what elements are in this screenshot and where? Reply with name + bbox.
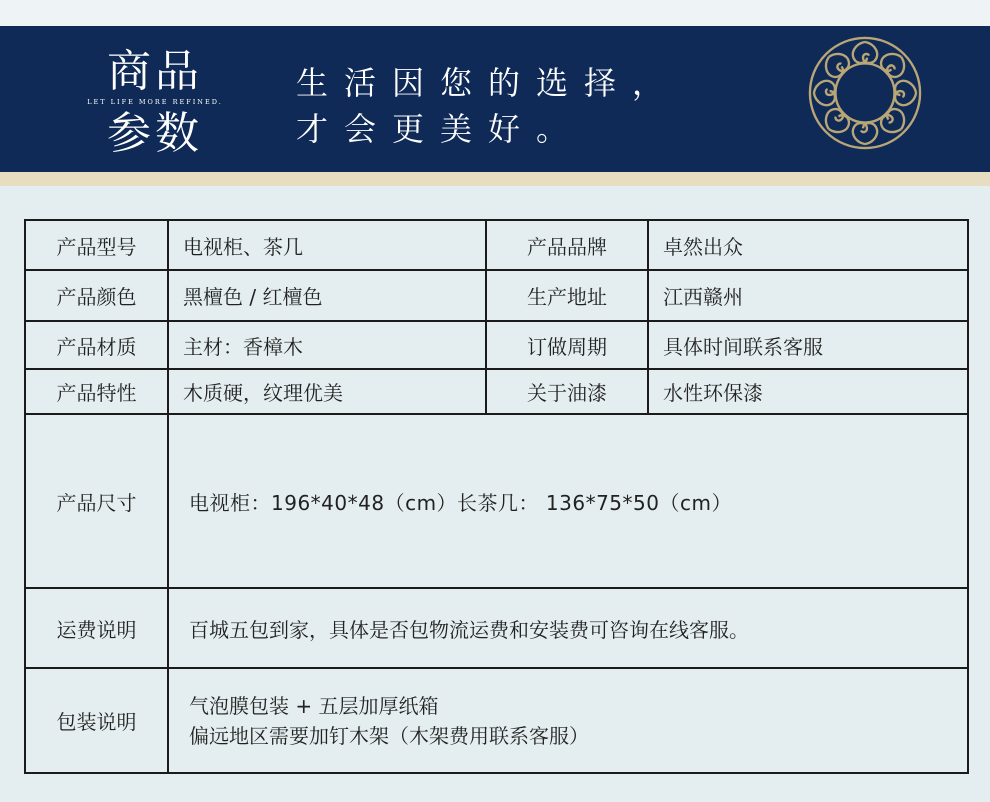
spec-row-feature-paint (25, 369, 968, 414)
brand-value: 卓然出众 (648, 220, 968, 270)
size-label: 产品尺寸 (25, 414, 168, 588)
spec-row-model-brand (25, 220, 968, 270)
spec-row-shipping (25, 588, 968, 668)
slogan-line-1: 生活因您的选择， (296, 64, 681, 102)
brand-label: 产品品牌 (486, 220, 648, 270)
spec-row-material-leadtime (25, 321, 968, 369)
model-value: 电视柜、茶几 (168, 220, 486, 270)
paint-value: 水性环保漆 (648, 369, 968, 414)
spec-row-size (25, 414, 968, 588)
lead-time-value: 具体时间联系客服 (648, 321, 968, 369)
color-value: 黑檀色 / 红檀色 (168, 270, 486, 321)
ornament-emblem-icon (806, 34, 924, 152)
origin-value: 江西赣州 (648, 270, 968, 321)
title-line-1: 商品 (107, 46, 203, 97)
feature-label: 产品特性 (25, 369, 168, 414)
origin-label: 生产地址 (486, 270, 648, 321)
slogan (296, 60, 680, 152)
shipping-value: 百城五包到家，具体是否包物流运费和安装费可咨询在线客服。 (168, 588, 968, 668)
feature-value: 木质硬，纹理优美 (168, 369, 486, 414)
header-banner (0, 26, 990, 172)
slogan-line-2: 才会更美好。 (296, 110, 585, 148)
packing-line-1: 气泡膜包装 + 五层加厚纸箱 (189, 693, 439, 718)
spec-row-color-origin (25, 270, 968, 321)
model-label: 产品型号 (25, 220, 168, 270)
spec-row-packing (25, 668, 968, 773)
packing-value (168, 668, 968, 773)
color-label: 产品颜色 (25, 270, 168, 321)
packing-label: 包装说明 (25, 668, 168, 773)
packing-line-2: 偏远地区需要加钉木架（木架费用联系客服） (189, 723, 589, 748)
paint-label: 关于油漆 (486, 369, 648, 414)
section-title (70, 48, 240, 158)
title-subtitle: LET LIFE MORE REFINED. (87, 98, 223, 106)
product-spec-table (24, 219, 969, 774)
material-value: 主材：香樟木 (168, 321, 486, 369)
size-value: 电视柜：196*40*48（cm）长茶几： 136*75*50（cm） (168, 414, 968, 588)
title-line-2: 参数 (107, 108, 203, 159)
lead-time-label: 订做周期 (486, 321, 648, 369)
gold-divider-strip (0, 172, 990, 186)
material-label: 产品材质 (25, 321, 168, 369)
shipping-label: 运费说明 (25, 588, 168, 668)
top-margin-strip (0, 0, 990, 26)
